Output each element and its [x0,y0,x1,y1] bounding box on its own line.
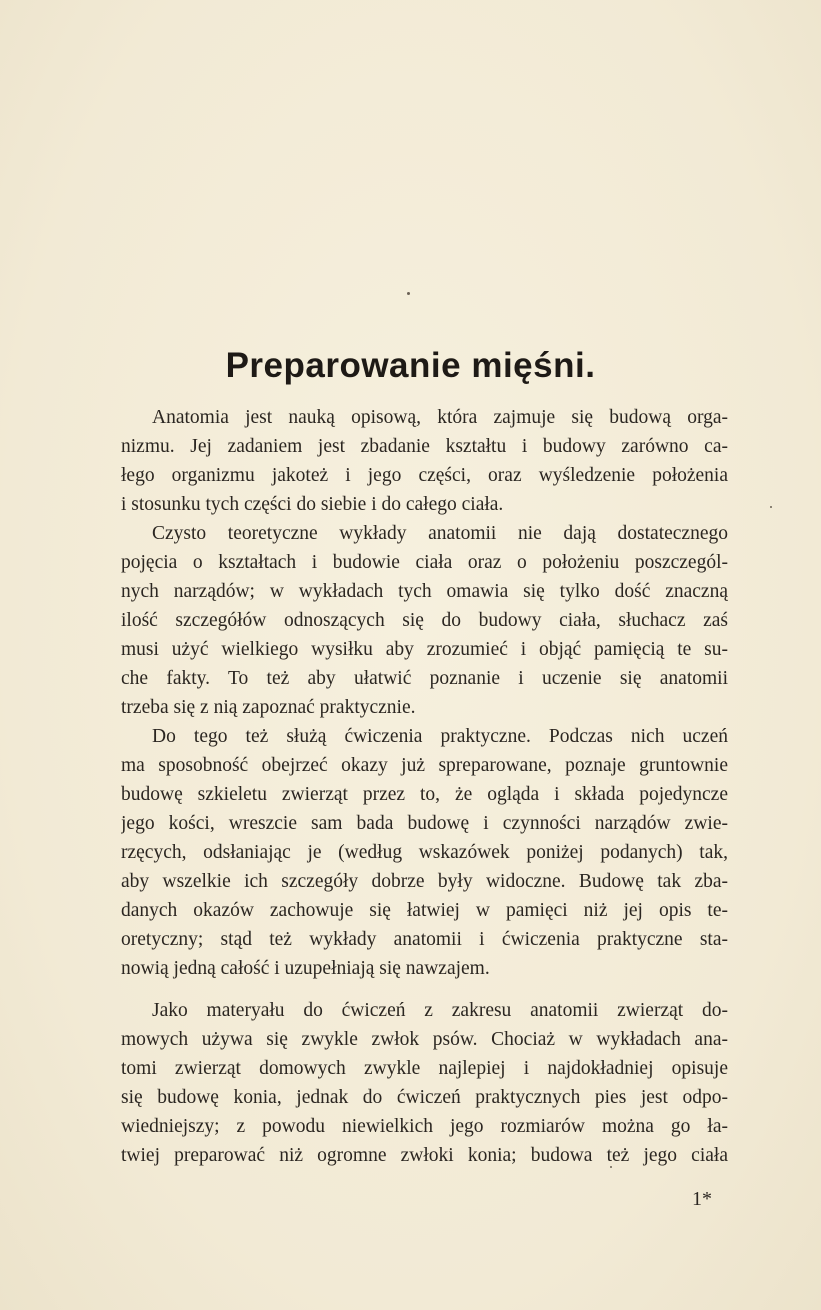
text-line: Czysto teoretyczne wykłady anatomii nie dają dostatecznego [152,523,728,544]
paragraph-2 [121,519,728,722]
paper-speck [407,292,410,295]
text-line: i stosunku tych części do siebie i do całego ciała. [121,494,504,515]
text-line: nych narządów; w wykładach tych omawia się tylko dość znaczną [121,581,728,602]
text-line: musi użyć wielkiego wysiłku aby zrozumieć i objąć pamięcią te su- [121,639,728,660]
text-line: łego organizmu jakoteż i jego części, oraz wyśledzenie położenia [121,465,728,486]
paragraph-1 [121,403,728,519]
page-number: 1* [692,1188,712,1210]
text-line: oretyczny; stąd też wykłady anatomii i ćwiczenia praktyczne sta- [121,929,728,950]
text-line: nizmu. Jej zadaniem jest zbadanie kształtu i budowy zarówno ca- [121,436,728,457]
text-line: pojęcia o kształtach i budowie ciała oraz o położeniu poszczegól- [121,552,728,573]
text-line: danych okazów zachowuje się łatwiej w pamięci niż jej opis te- [121,900,728,921]
text-line: nowią jedną całość i uzupełniają się nawzajem. [121,958,490,979]
text-line: aby wszelkie ich szczegóły dobrze były widoczne. Budowę tak zba- [121,871,728,892]
text-line: się budowę konia, jednak do ćwiczeń praktycznych pies jest odpo- [121,1087,728,1108]
text-line: budowę szkieletu zwierząt przez to, że ogląda i składa pojedyncze [121,784,728,805]
paragraph-4 [121,996,728,1170]
text-line: rzęcych, odsłaniając je (według wskazówek poniżej podanych) tak, [121,842,728,863]
page-title: Preparowanie mięśni. [225,346,596,385]
text-line: jego kości, wreszcie sam bada budowę i czynności narządów zwie- [121,813,728,834]
text-line: tomi zwierząt domowych zwykle najlepiej i najdokładniej opisuje [121,1058,728,1079]
text-line: Anatomia jest nauką opisową, która zajmuje się budową orga- [152,407,728,428]
paragraph-3 [121,722,728,983]
text-line: wiedniejszy; z powodu niewielkich jego rozmiarów można go ła- [121,1116,728,1137]
text-line: mowych używa się zwykle zwłok psów. Chociaż w wykładach ana- [121,1029,728,1050]
text-line: ilość szczegółów odnoszących się do budowy ciała, słuchacz zaś [121,610,728,631]
text-line: Do tego też służą ćwiczenia praktyczne. Podczas nich uczeń [152,726,728,747]
text-line: ma sposobność obejrzeć okazy już spreparowane, poznaje gruntownie [121,755,728,776]
text-line: trzeba się z nią zapoznać praktycznie. [121,697,416,718]
text-line: che fakty. To też aby ułatwić poznanie i uczenie się anatomii [121,668,728,689]
text-line: twiej preparować niż ogromne zwłoki konia; budowa też jego ciała [121,1145,728,1166]
text-line: Jako materyału do ćwiczeń z zakresu anatomii zwierząt do- [152,1000,728,1021]
paper-speck [770,506,772,508]
